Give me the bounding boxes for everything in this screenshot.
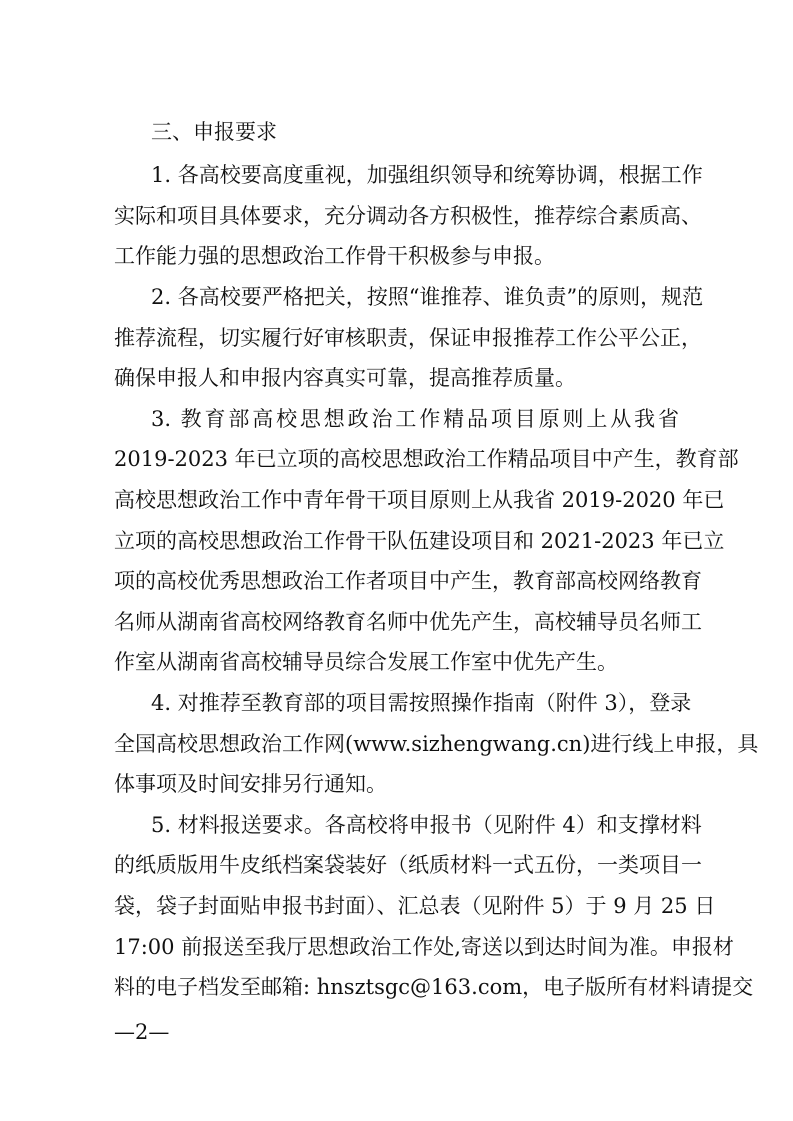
paragraph-5-line-3: 袋，袋子封面贴申报书封面）、汇总表（见附件 5）于 9 月 25 日 bbox=[114, 894, 716, 918]
paragraph-3-line-5: 项的高校优秀思想政治工作者项目中产生，教育部高校网络教育 bbox=[114, 569, 702, 593]
paragraph-5-line-4: 17:00 前报送至我厅思想政治工作处,寄送以到达时间为准。申报材 bbox=[114, 935, 734, 959]
paragraph-3-line-3: 高校思想政治工作中青年骨干项目原则上从我省 2019-2020 年已 bbox=[114, 488, 725, 512]
paragraph-1-line-3: 工作能力强的思想政治工作骨干积极参与申报。 bbox=[114, 244, 555, 268]
paragraph-3-line-7: 作室从湖南省高校辅导员综合发展工作室中优先产生。 bbox=[114, 650, 618, 674]
paragraph-3-line-4: 立项的高校思想政治工作骨干队伍建设项目和 2021-2023 年已立 bbox=[114, 529, 725, 553]
paragraph-3-line-6: 名师从湖南省高校网络教育名师中优先产生，高校辅导员名师工 bbox=[114, 610, 702, 634]
paragraph-1-line-2: 实际和项目具体要求，充分调动各方积极性，推荐综合素质高、 bbox=[114, 204, 702, 228]
paragraph-1-line-1: 1. 各高校要高度重视，加强组织领导和统筹协调，根据工作 bbox=[151, 163, 703, 187]
page-number: —2— bbox=[114, 1020, 170, 1044]
paragraph-5-line-1: 5. 材料报送要求。各高校将申报书（见附件 4）和支撑材料 bbox=[151, 813, 702, 837]
paragraph-2-line-3: 确保申报人和申报内容真实可靠，提高推荐质量。 bbox=[114, 366, 576, 390]
paragraph-4-line-1: 4. 对推荐至教育部的项目需按照操作指南（附件 3），登录 bbox=[151, 691, 692, 715]
paragraph-4-line-3: 体事项及时间安排另行通知。 bbox=[114, 772, 387, 796]
paragraph-3-line-1: 3. 教育部高校思想政治工作精品项目原则上从我省 bbox=[151, 407, 679, 431]
paragraph-4-line-2: 全国高校思想政治工作网(www.sizhengwang.cn)进行线上申报，具 bbox=[114, 732, 759, 756]
section-heading: 三、申报要求 bbox=[151, 120, 277, 144]
paragraph-2-line-2: 推荐流程，切实履行好审核职责，保证申报推荐工作公平公正， bbox=[114, 326, 702, 350]
paragraph-3-line-2: 2019-2023 年已立项的高校思想政治工作精品项目中产生，教育部 bbox=[114, 447, 739, 471]
paragraph-2-line-1: 2. 各高校要严格把关，按照“谁推荐、谁负责”的原则，规范 bbox=[151, 285, 704, 309]
paragraph-5-line-2: 的纸质版用牛皮纸档案袋装好（纸质材料一式五份，一类项目一 bbox=[114, 853, 702, 877]
paragraph-5-line-5: 料的电子档发至邮箱: hnsztsgc@163.com，电子版所有材料请提交 bbox=[114, 975, 754, 999]
